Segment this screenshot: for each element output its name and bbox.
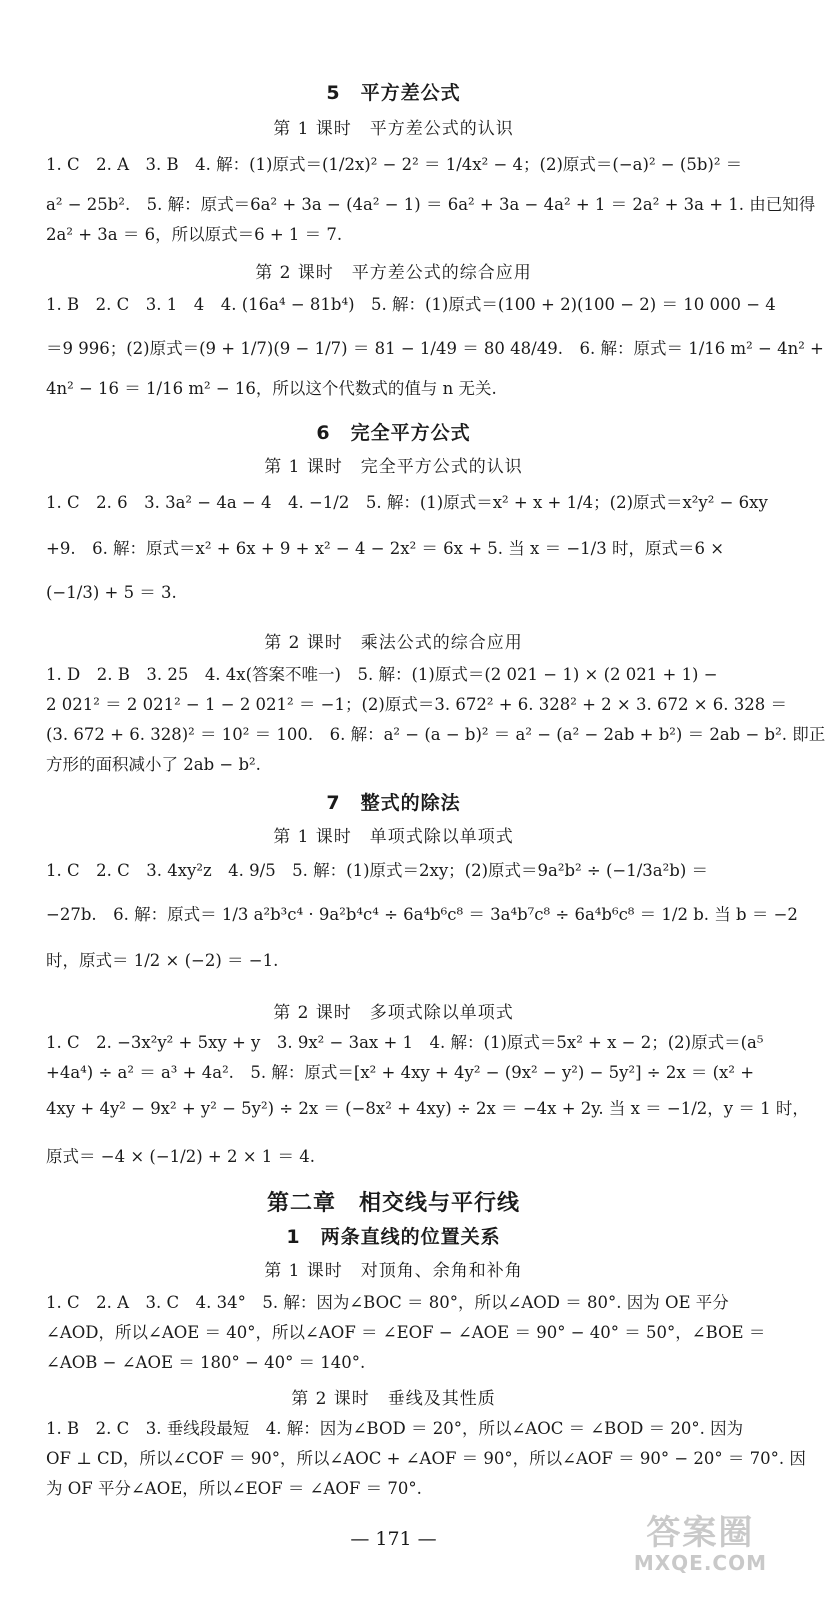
answer-line: 1. B 2. C 3. 1 4 4. (16a⁴ − 81b⁴) 5. 解：(1)原式＝(100 + 2)(100 − 2) ＝ 10 000 − 4 [46, 295, 776, 314]
watermark-logo-text: 答案圈 [646, 1513, 755, 1553]
lesson-title: 第 2 课时 垂线及其性质 [291, 1389, 496, 1409]
answer-line: ∠AOD，所以∠AOE ＝ 40°，所以∠AOF ＝ ∠EOF − ∠AOE ＝ 90° − 40° ＝ 50°，∠BOE ＝ [46, 1323, 766, 1342]
section-title: 6 完全平方公式 [316, 422, 471, 444]
answer-line: 原式＝ −4 × (−1/2) + 2 × 1 ＝ 4. [46, 1147, 315, 1166]
answer-line: 时，原式＝ 1/2 × (−2) ＝ −1. [46, 951, 279, 970]
answer-line: 1. B 2. C 3. 垂线段最短 4. 解：因为∠BOD ＝ 20°，所以∠AOC ＝ ∠BOD ＝ 20°. 因为 [46, 1419, 744, 1438]
lesson-title: 第 2 课时 乘法公式的综合应用 [264, 633, 523, 653]
answer-line: ＝9 996；(2)原式＝(9 + 1/7)(9 − 1/7) ＝ 81 − 1/49 ＝ 80 48/49. 6. 解：原式＝ 1/16 m² − 4n² + [46, 339, 824, 358]
section-title: 5 平方差公式 [326, 82, 461, 104]
lesson-title: 第 2 课时 平方差公式的综合应用 [255, 263, 532, 283]
section-title: 1 两条直线的位置关系 [286, 1226, 501, 1248]
answer-line: OF ⊥ CD，所以∠COF ＝ 90°，所以∠AOC + ∠AOF ＝ 90°，所以∠AOF ＝ 90° − 20° ＝ 70°. 因 [46, 1449, 806, 1468]
answer-line: −27b. 6. 解：原式＝ 1/3 a²b³c⁴ · 9a²b⁴c⁴ ÷ 6a⁴b⁶c⁸ ＝ 3a⁴b⁷c⁸ ÷ 6a⁴b⁶c⁸ ＝ 1/2 b. 当 b ＝ −2 [46, 905, 798, 924]
answer-line: a² − 25b². 5. 解：原式＝6a² + 3a − (4a² − 1) ＝ 6a² + 3a − 4a² + 1 ＝ 2a² + 3a + 1. 由已知得 [46, 195, 816, 214]
watermark-url: MXQE.COM [633, 1551, 767, 1575]
answer-line: 4n² − 16 ＝ 1/16 m² − 16，所以这个代数式的值与 n 无关. [46, 379, 497, 398]
answer-line: 1. C 2. C 3. 4xy²z 4. 9/5 5. 解：(1)原式＝2xy；(2)原式＝9a²b² ÷ (−1/3a²b) ＝ [46, 861, 708, 880]
lesson-title: 第 1 课时 完全平方公式的认识 [264, 457, 523, 477]
answer-line: 4xy + 4y² − 9x² + y² − 5y²) ÷ 2x ＝ (−8x² + 4xy) ÷ 2x ＝ −4x + 2y. 当 x ＝ −1/2，y ＝ 1 时， [46, 1099, 809, 1118]
answer-line: 2a² + 3a ＝ 6，所以原式＝6 + 1 ＝ 7. [46, 225, 343, 244]
lesson-title: 第 1 课时 对顶角、余角和补角 [264, 1261, 523, 1281]
lesson-title: 第 1 课时 单项式除以单项式 [273, 827, 514, 847]
answer-line: 方形的面积减小了 2ab − b². [46, 755, 261, 774]
answer-line: 1. C 2. A 3. B 4. 解：(1)原式＝(1/2x)² − 2² ＝ 1/4x² − 4；(2)原式＝(−a)² − (5b)² ＝ [46, 155, 743, 174]
answer-line: 为 OF 平分∠AOE，所以∠EOF ＝ ∠AOF ＝ 70°. [46, 1479, 422, 1498]
answer-line: 2 021² ＝ 2 021² − 1 − 2 021² ＝ −1；(2)原式＝3. 672² + 6. 328² + 2 × 3. 672 × 6. 328 ＝ [46, 695, 788, 714]
chapter-title: 第二章 相交线与平行线 [266, 1191, 520, 1216]
lesson-title: 第 1 课时 平方差公式的认识 [273, 119, 514, 139]
answer-line: 1. C 2. 6 3. 3a² − 4a − 4 4. −1/2 5. 解：(1)原式＝x² + x + 1/4；(2)原式＝x²y² − 6xy [46, 493, 768, 512]
answer-line: 1. D 2. B 3. 25 4. 4x(答案不唯一) 5. 解：(1)原式＝(2 021 − 1) × (2 021 + 1) − [46, 665, 718, 684]
answer-line: 1. C 2. −3x²y² + 5xy + y 3. 9x² − 3ax + 1 4. 解：(1)原式＝5x² + x − 2；(2)原式＝(a⁵ [46, 1033, 764, 1052]
answer-line: ∠AOB − ∠AOE ＝ 180° − 40° ＝ 140°. [46, 1353, 366, 1372]
page-number: — 171 — [350, 1528, 437, 1550]
answer-line: (3. 672 + 6. 328)² ＝ 10² ＝ 100. 6. 解：a² − (a − b)² ＝ a² − (a² − 2ab + b²) ＝ 2ab − b². 即正 [46, 725, 825, 744]
answer-line: +9. 6. 解：原式＝x² + 6x + 9 + x² − 4 − 2x² ＝ 6x + 5. 当 x ＝ −1/3 时，原式＝6 × [46, 539, 725, 558]
answer-line: +4a⁴) ÷ a² ＝ a³ + 4a². 5. 解：原式＝[x² + 4xy + 4y² − (9x² − y²) − 5y²] ÷ 2x ＝ (x² + [46, 1063, 755, 1082]
lesson-title: 第 2 课时 多项式除以单项式 [273, 1003, 514, 1023]
section-title: 7 整式的除法 [326, 792, 461, 814]
answer-line: 1. C 2. A 3. C 4. 34° 5. 解：因为∠BOC ＝ 80°，所以∠AOD ＝ 80°. 因为 OE 平分 [46, 1293, 729, 1312]
watermark [634, 1514, 767, 1574]
answer-line: (−1/3) + 5 ＝ 3. [46, 583, 177, 602]
